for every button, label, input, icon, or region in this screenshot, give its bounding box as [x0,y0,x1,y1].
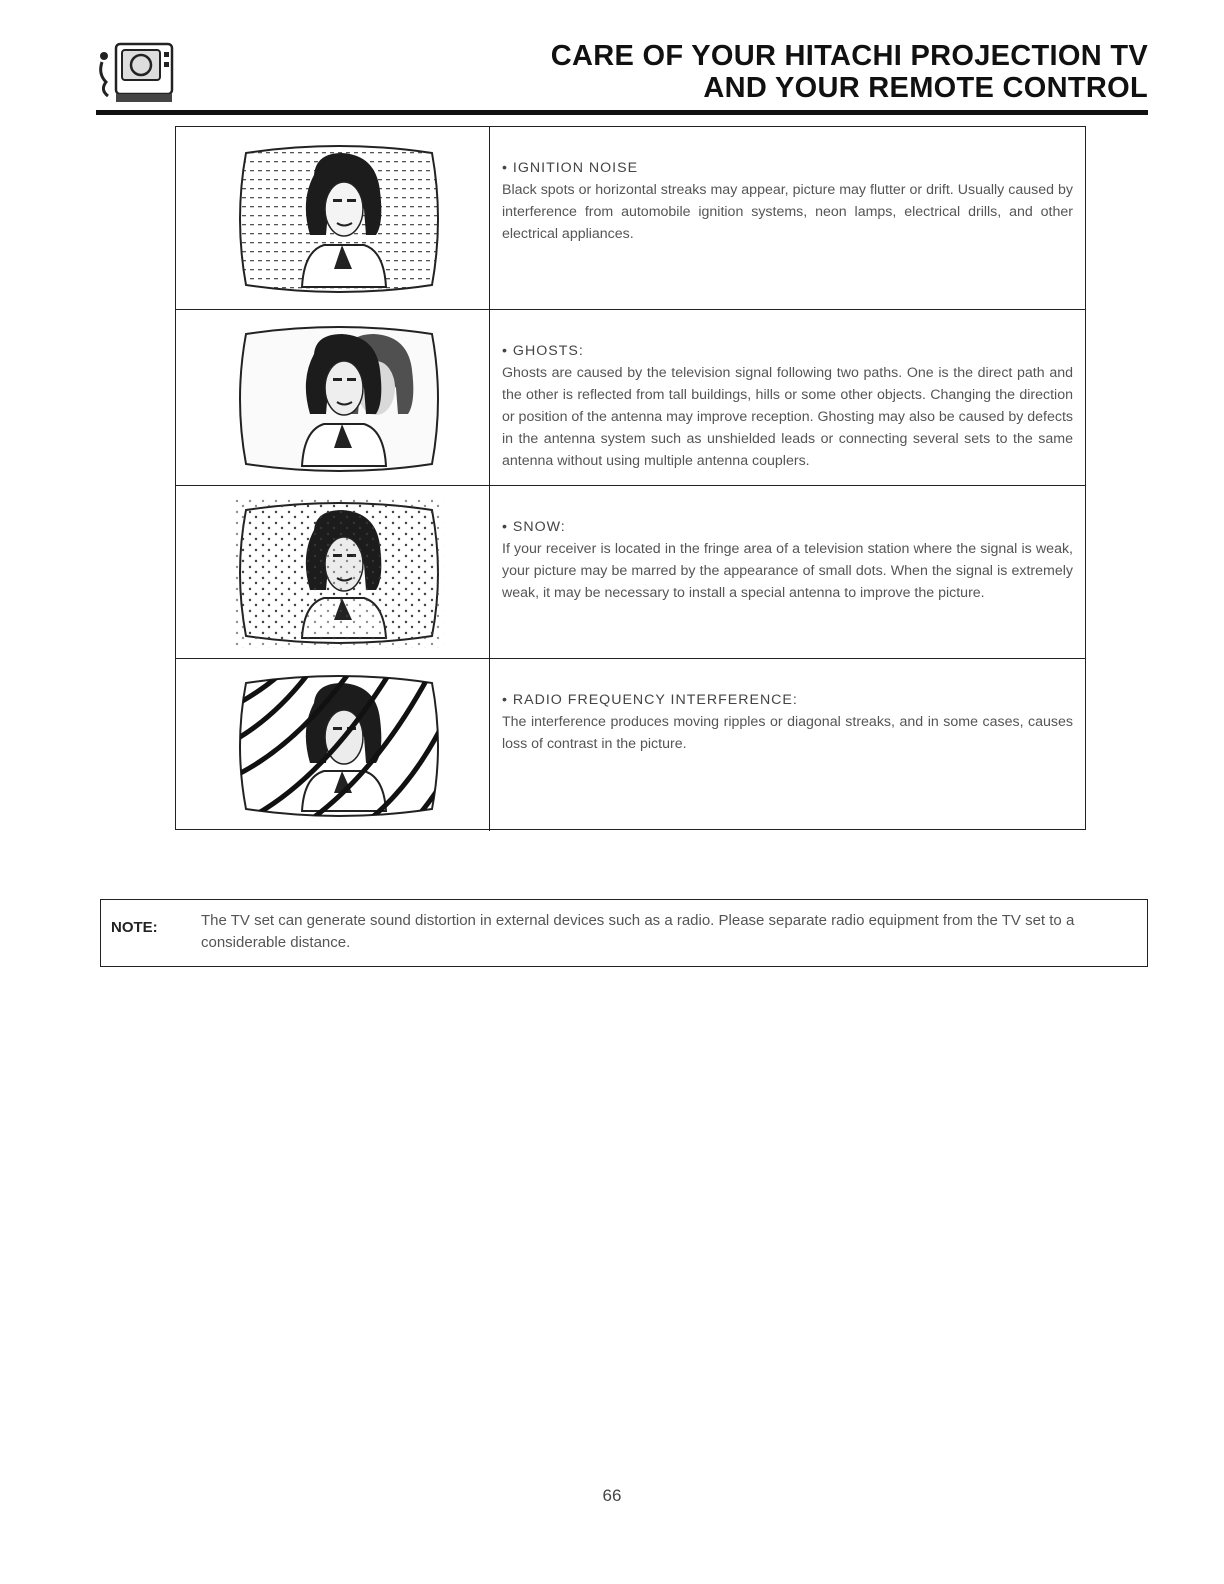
reception-issues-table [175,126,1086,830]
tv-rf-interference-illustration [234,671,444,821]
issue-body: If your receiver is located in the fringe area of a television station where the signal is weak, your picture may be marred by the appearance of small dots. When the signal is extremely weak, it may be necessary to install a special antenna to improve the picture. [502,541,1073,601]
issue-description [502,157,1073,245]
issue-row-snow [176,486,1085,659]
issue-body: The interference produces moving ripples or diagonal streaks, and in some cases, causes loss of contrast in the picture. [502,714,1073,752]
issue-heading: • IGNITION NOISE [502,160,639,176]
note-label: NOTE: [111,919,158,936]
tv-snow-illustration [234,498,444,648]
page-title [551,40,1148,104]
tv-ghosts-illustration [234,322,444,476]
issue-description [502,340,1073,472]
issue-row-ghosts [176,310,1085,486]
illustration-cell [176,127,490,309]
title-line-1: CARE OF YOUR HITACHI PROJECTION TV [550,40,1148,72]
issue-heading: • GHOSTS: [502,343,584,359]
illustration-cell [176,486,490,658]
illustration-cell [176,310,490,485]
issue-row-rf-interference [176,659,1085,831]
tv-ignition-noise-illustration [234,139,444,299]
issue-body: Black spots or horizontal streaks may appear, picture may flutter or drift. Usually caused by interference from automobile ignition systems, neon lamps, electrical drills, and other electrical appliances. [502,182,1073,242]
issue-heading: • SNOW: [502,519,566,535]
title-underline [96,110,1148,115]
note-text: The TV set can generate sound distortion in external devices such as a radio. Please separate radio equipment from the TV set to a considerable distance. [201,912,1075,951]
issue-description [502,689,1073,755]
issue-description [502,516,1073,604]
note-box [100,899,1148,967]
illustration-cell [176,659,490,831]
issue-row-ignition-noise [176,127,1085,310]
page-number: 66 [602,1486,622,1505]
title-line-2: AND YOUR REMOTE CONTROL [703,72,1148,104]
issue-body: Ghosts are caused by the television signal following two paths. One is the direct path and the other is reflected from tall buildings, hills or some other objects. Changing the direction or position of the antenna may improve reception. Ghosting may also be caused by defects in the antenna system such as unshielded leads or connecting several sets to the same antenna without using multiple antenna couplers. [502,365,1073,469]
tv-maintenance-icon [96,38,178,106]
issue-heading: • RADIO FREQUENCY INTERFERENCE: [502,692,798,708]
